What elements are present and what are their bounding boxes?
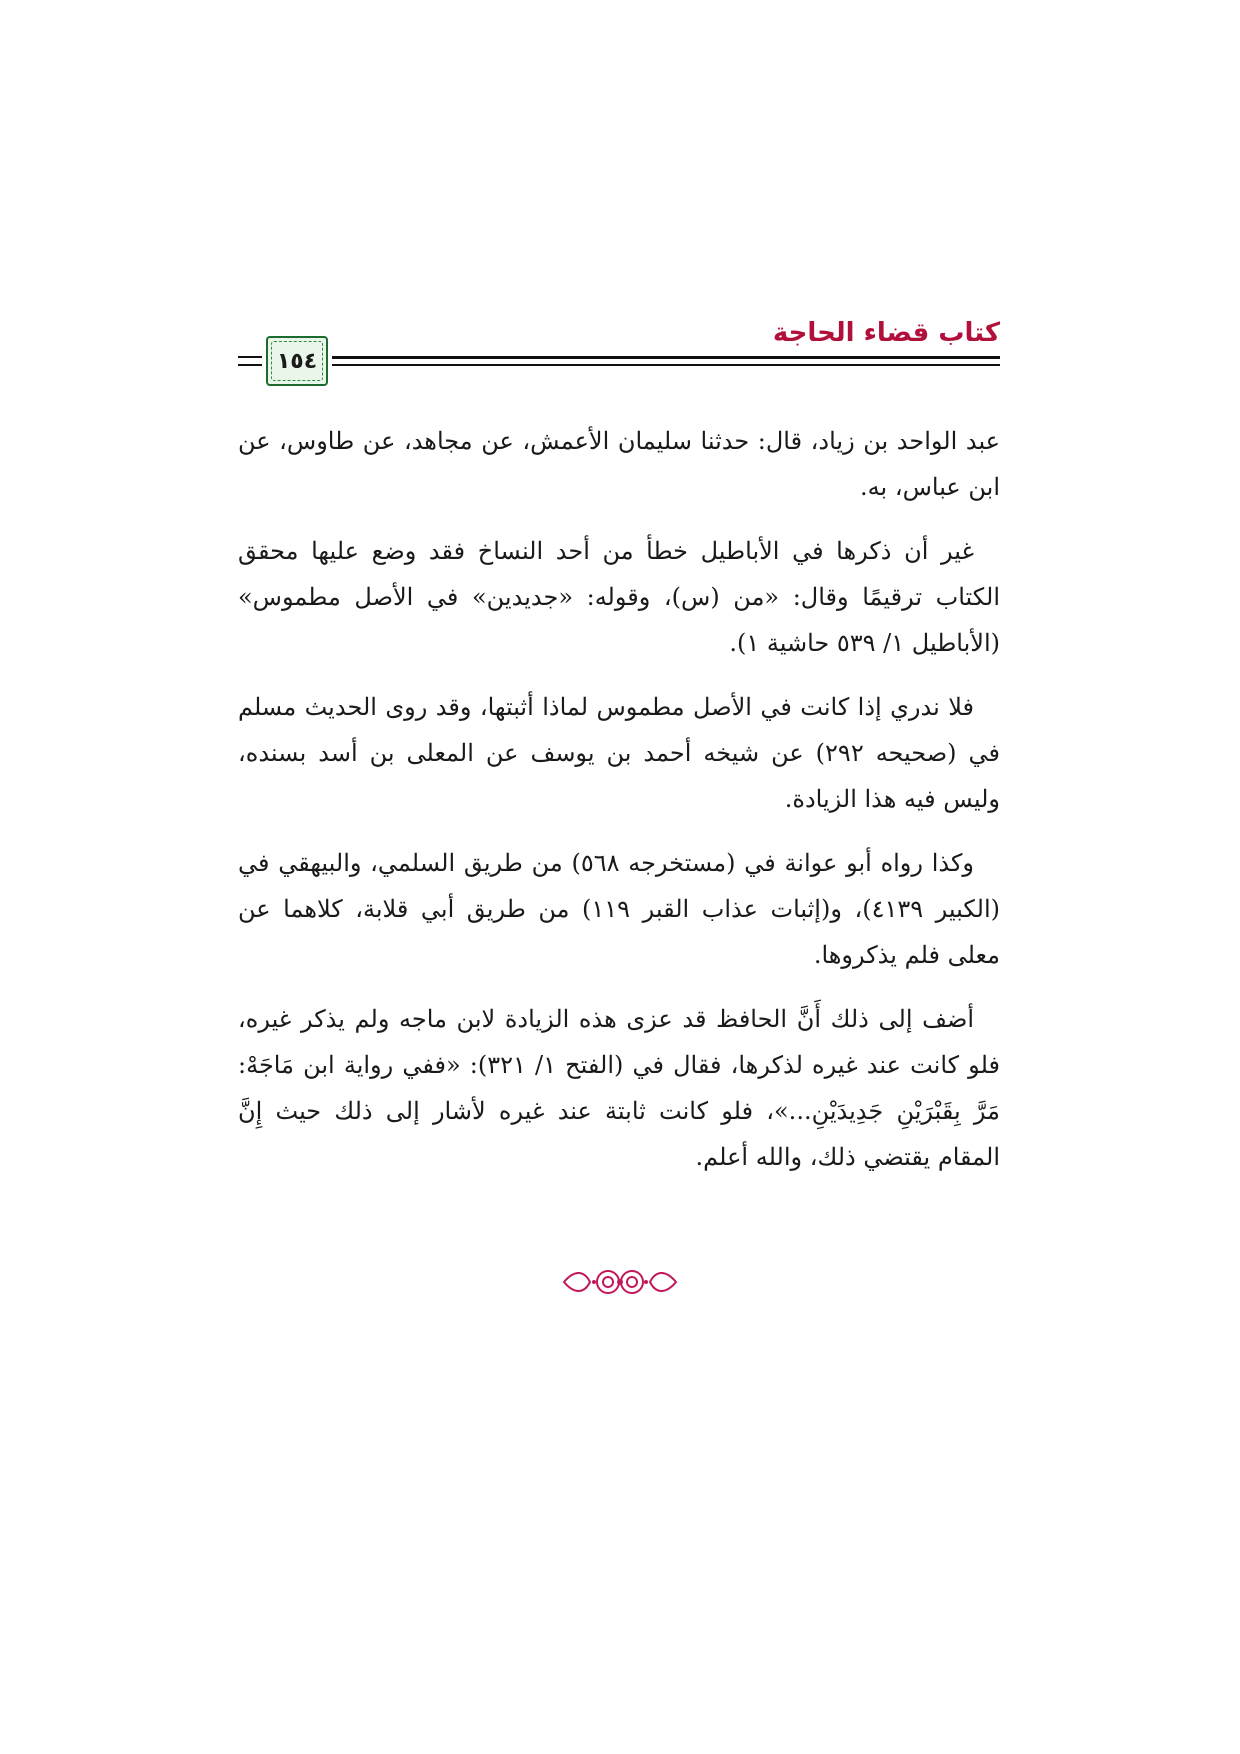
page-number-badge [266,336,328,386]
section-end-ornament-icon [560,1262,680,1302]
page-number: ١٥٤ [276,348,318,374]
paragraph-4: وكذا رواه أبو عوانة في (مستخرجه ٥٦٨) من طريق السلمي، والبيهقي في (الكبير ٤١٣٩)، و(إثبات عذاب القبر ١١٩) من طريق أبي قلابة، كلاهما عن معلى فلم يذكروها. [238,849,1001,969]
paragraph-1: عبد الواحد بن زياد، قال: حدثنا سليمان الأعمش، عن مجاهد، عن طاوس، عن ابن عباس، به. [238,427,1000,501]
body-text [238,418,1000,1198]
book-title: كتاب قضاء الحاجة [772,318,1000,348]
header-rule [332,356,1000,366]
page-header [238,318,1000,388]
paragraph-5: أضف إلى ذلك أَنَّ الحافظ قد عزى هذه الزيادة لابن ماجه ولم يذكر غيره، فلو كانت عند غيره لذكرها، فقال في (الفتح ١/ ٣٢١): «ففي رواية ابن مَاجَهْ: مَرَّ بِقَبْرَيْنِ جَدِيدَيْنِ...»، فلو كانت ثابتة عند غيره لأشار إلى ذلك حيث إِنَّ المقام يقتضي ذلك، والله أعلم. [238,1005,1001,1171]
paragraph-3: فلا ندري إذا كانت في الأصل مطموس لماذا أثبتها، وقد روى الحديث مسلم في (صحيحه ٢٩٢) عن شيخه أحمد بن يوسف عن المعلى بن أسد بسنده، وليس فيه هذا الزيادة. [238,693,1000,813]
header-rule-left [238,356,262,366]
paragraph-2: غير أن ذكرها في الأباطيل خطأ من أحد النساخ فقد وضع عليها محقق الكتاب ترقيمًا وقال: «من (س)، وقوله: «جديدين» في الأصل مطموس» (الأباطيل ١/ ٥٣٩ حاشية ١). [238,537,1000,657]
